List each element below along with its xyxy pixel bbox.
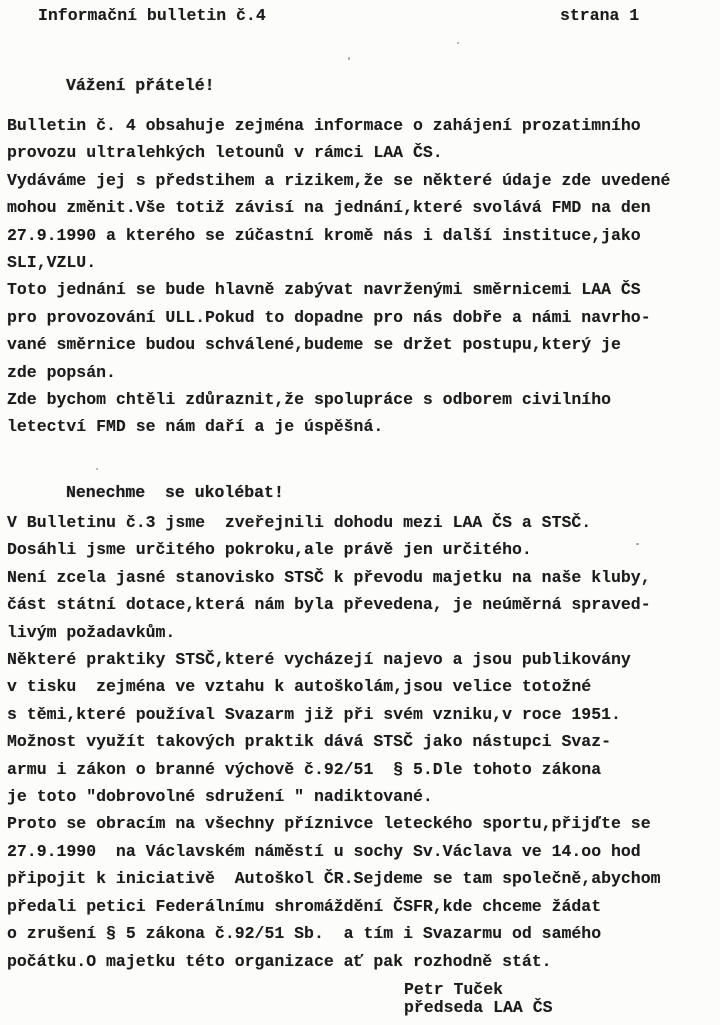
text-line: pro provozování ULL.Pokud to dopadne pro nás dobře a námi navrho- [7,307,651,327]
heading-strong-text: Nenechme [66,483,146,502]
text-line: mohou změnit.Vše totiž závisí na jednání,které svolává FMD na den [7,198,651,218]
text-line: Bulletin č. 4 obsahuje zejména informace o zahájení prozatimního [7,116,641,135]
text-line: SLI,VZLU. [7,253,97,273]
signature-name: Petr Tuček [404,980,504,999]
paragraph-introduction [7,112,713,441]
text-line: letectví FMD se nám daří a je úspěšná. [7,417,384,437]
scan-speck [348,57,350,60]
heading-strong-text: Vážení přátelé! [66,76,215,95]
text-line: livým požadavkům. [7,622,176,642]
text-line: s těmi,které používal Svazarm již při svém vzniku,v roce 1951. [7,704,621,724]
text-line: vané směrnice budou schválené,budeme se držet postupu,který je [7,335,621,355]
text-line: počátku.O majetku této organizace ať pak rozhodně stát. [7,951,552,971]
text-line: Možnost využít takových praktik dává STSČ jako nástupci Svaz- [7,732,611,752]
signature-block [404,981,553,1017]
scan-speck [636,543,639,545]
page-header [0,2,720,30]
text-line: V Bulletinu č.3 jsme zveřejnili dohodu mezi LAA ČS a STSČ. [7,513,592,532]
text-line: o zrušení § 5 zákona č.92/51 Sb. a tím i Svazarmu od samého [7,924,602,944]
section-heading-warning [66,479,284,506]
scan-speck [457,42,459,44]
text-line: 27.9.1990 na Václavském náměstí u sochy Sv.Václava ve 14.oo hod [7,841,641,861]
text-line: 27.9.1990 a kterého se zúčastní kromě nás i další instituce,jako [7,225,641,245]
text-line: Dosáhli jsme určitého pokroku,ale právě jen určitého. [7,540,532,560]
text-line: provozu ultralehkých letounů v rámci LAA ČS. [7,143,443,163]
text-line: Proto se obracím na všechny příznivce leteckého sportu,přijďte se [7,814,651,834]
text-line: část státní dotace,která nám byla převedena, je neúměrná spraved- [7,595,651,615]
text-line: Zde bychom chtěli zdůraznit,že spolupráce s odborem civilního [7,390,611,410]
text-line: Některé praktiky STSČ,které vycházejí najevo a jsou publikovány [7,650,631,670]
text-line: Vydáváme jej s předstihem a rizikem,že se některé údaje zde uvedené [7,170,671,190]
text-line: předali petici Federálnímu shromáždění ČSFR,kde chceme žádat [7,896,602,916]
text-line: Toto jednání se bude hlavně zabývat navrženými směrnicemi LAA ČS [7,280,641,300]
text-line: zde popsán. [7,362,116,382]
page-number: strana 1 [560,6,640,25]
text-line: je toto "dobrovolné sdružení " nadiktované. [7,787,433,807]
signature-role: předseda LAA ČS [404,998,553,1017]
document-title: Informační bulletin č.4 [38,6,266,25]
text-line: připojit k iniciativě Autoškol ČR.Sejdeme se tam společně,abychom [7,869,661,889]
text-line: armu i zákon o branné výchově č.92/51 § 5.Dle tohoto zákona [7,759,602,779]
heading-rest-text: se ukolébat! [145,483,284,502]
section-heading-greeting [66,72,215,99]
text-line: Není zcela jasné stanovisko STSČ k převodu majetku na naše kluby, [7,567,651,587]
scan-speck [96,468,98,470]
text-line: v tisku zejména ve vztahu k autoškolám,jsou velice totožné [7,677,592,697]
paragraph-stsc-svazarm [7,509,713,975]
